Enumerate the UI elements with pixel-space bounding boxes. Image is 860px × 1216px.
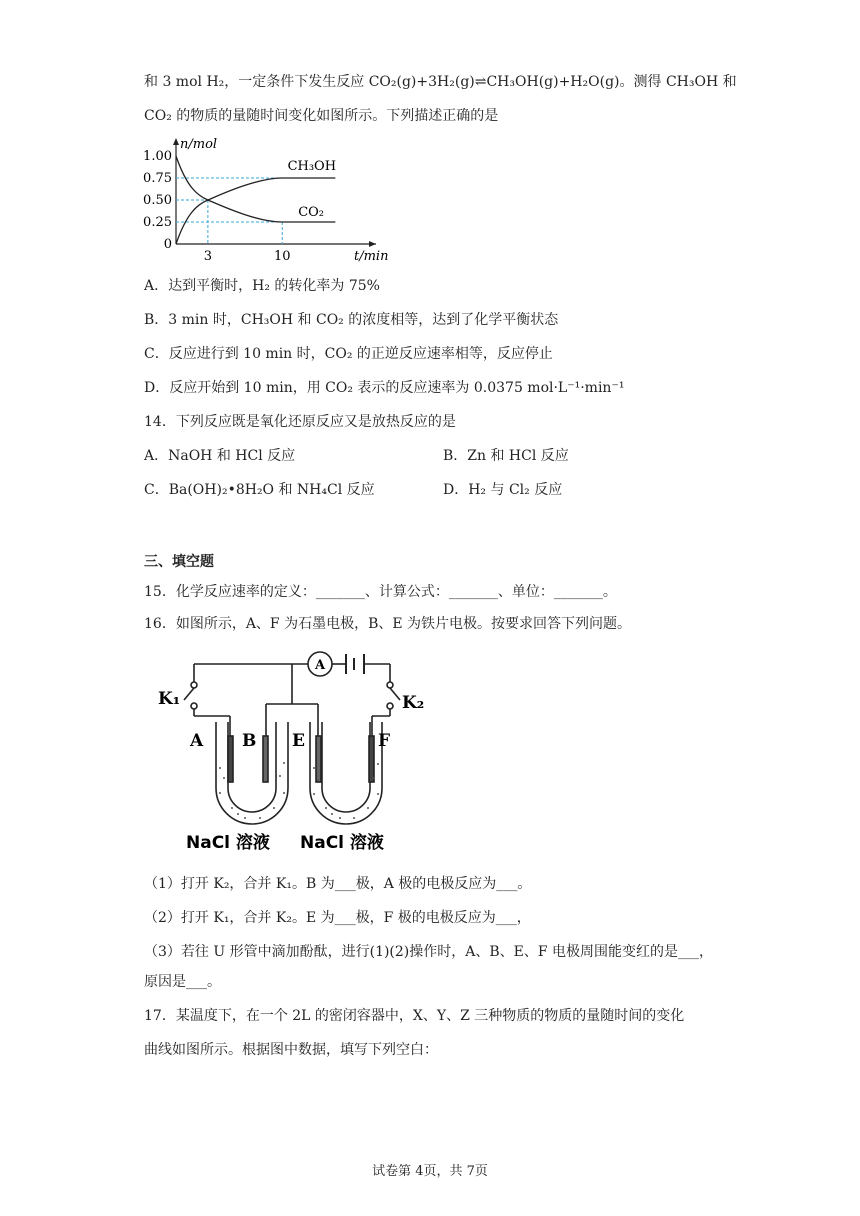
q16-sub-3-line-2: 原因是___。	[144, 974, 221, 990]
q13-option-d: D．反应开始到 10 min，用 CO₂ 表示的反应速率为 0.0375 mol·L⁻¹·min⁻¹	[144, 380, 625, 396]
section-title: 三、填空题	[144, 554, 214, 570]
y-tick-label: 0	[163, 237, 172, 252]
electrode-a-label: A	[190, 731, 204, 751]
y-axis-arrow	[173, 138, 179, 145]
q14-stem: 14．下列反应既是氧化还原反应又是放热反应的是	[144, 414, 456, 430]
q16-sub-3-line-1: （3）若往 U 形管中滴加酚酞，进行(1)(2)操作时，A、B、E、F 电极周围能变红的是___，	[144, 944, 714, 960]
x-tick-label: 10	[273, 249, 291, 264]
solution-left-label: NaCl 溶液	[186, 833, 270, 853]
electrode-e-label: E	[292, 731, 305, 751]
electrode-b-label: B	[242, 731, 257, 751]
q14-option-b: B．Zn 和 HCl 反应	[443, 448, 569, 464]
electrolysis-diagram	[150, 648, 430, 858]
k1-label: K₁	[158, 689, 181, 709]
y-tick-label: 0.50	[143, 193, 172, 208]
q13-option-b: B．3 min 时，CH₃OH 和 CO₂ 的浓度相等，达到了化学平衡状态	[144, 312, 559, 328]
q16-sub-2: （2）打开 K₁，合并 K₂。E 为___极，F 极的电极反应为___，	[144, 910, 531, 926]
y-tick-label: 0.75	[143, 171, 172, 186]
q16-stem: 16．如图所示，A、F 为石墨电极，B、E 为铁片电极。按要求回答下列问题。	[144, 616, 632, 632]
q16-sub-1: （1）打开 K₂，合并 K₁。B 为___极，A 极的电极反应为___。	[144, 876, 532, 892]
x-tick-label: 3	[203, 249, 213, 264]
q13-option-c: C．反应进行到 10 min 时，CO₂ 的正逆反应速率相等，反应停止	[144, 346, 553, 362]
q14-option-a: A．NaOH 和 HCl 反应	[144, 448, 296, 464]
q13-line-2: CO₂ 的物质的量随时间变化如图所示。下列描述正确的是	[144, 108, 499, 124]
series-ch3oh-label: CH₃OH	[287, 159, 337, 174]
electrode-f-label: F	[378, 731, 391, 751]
y-tick-label: 0.25	[143, 215, 172, 230]
q14-option-d: D．H₂ 与 Cl₂ 反应	[443, 482, 563, 498]
series-co2-label: CO₂	[298, 205, 325, 220]
x-axis-arrow	[369, 241, 376, 247]
y-tick-label: 1.00	[143, 149, 172, 164]
page-footer: 试卷第 4页，共 7页	[372, 1164, 488, 1179]
x-axis-label: t/min	[354, 249, 389, 264]
q13-line-1: 和 3 mol H₂，一定条件下发生反应 CO₂(g)+3H₂(g)⇌CH₃OH(g)+H₂O(g)。测得 CH₃OH 和	[144, 74, 737, 90]
solution-right-label: NaCl 溶液	[300, 833, 384, 853]
q15-text: 15．化学反应速率的定义：_______、计算公式：_______、单位：_______。	[144, 584, 617, 600]
k2-label: K₂	[402, 693, 425, 713]
q17-line-1: 17．某温度下，在一个 2L 的密闭容器中，X、Y、Z 三种物质的物质的量随时间的变化	[144, 1008, 685, 1024]
q14-option-c: C．Ba(OH)₂•8H₂O 和 NH₄Cl 反应	[144, 482, 375, 498]
q13-option-a: A．达到平衡时，H₂ 的转化率为 75%	[144, 278, 380, 294]
q13-chart	[140, 132, 389, 264]
ammeter-label: A	[314, 658, 326, 673]
y-axis-label: n/mol	[180, 137, 218, 152]
q17-line-2: 曲线如图所示。根据图中数据，填写下列空白：	[144, 1042, 438, 1058]
